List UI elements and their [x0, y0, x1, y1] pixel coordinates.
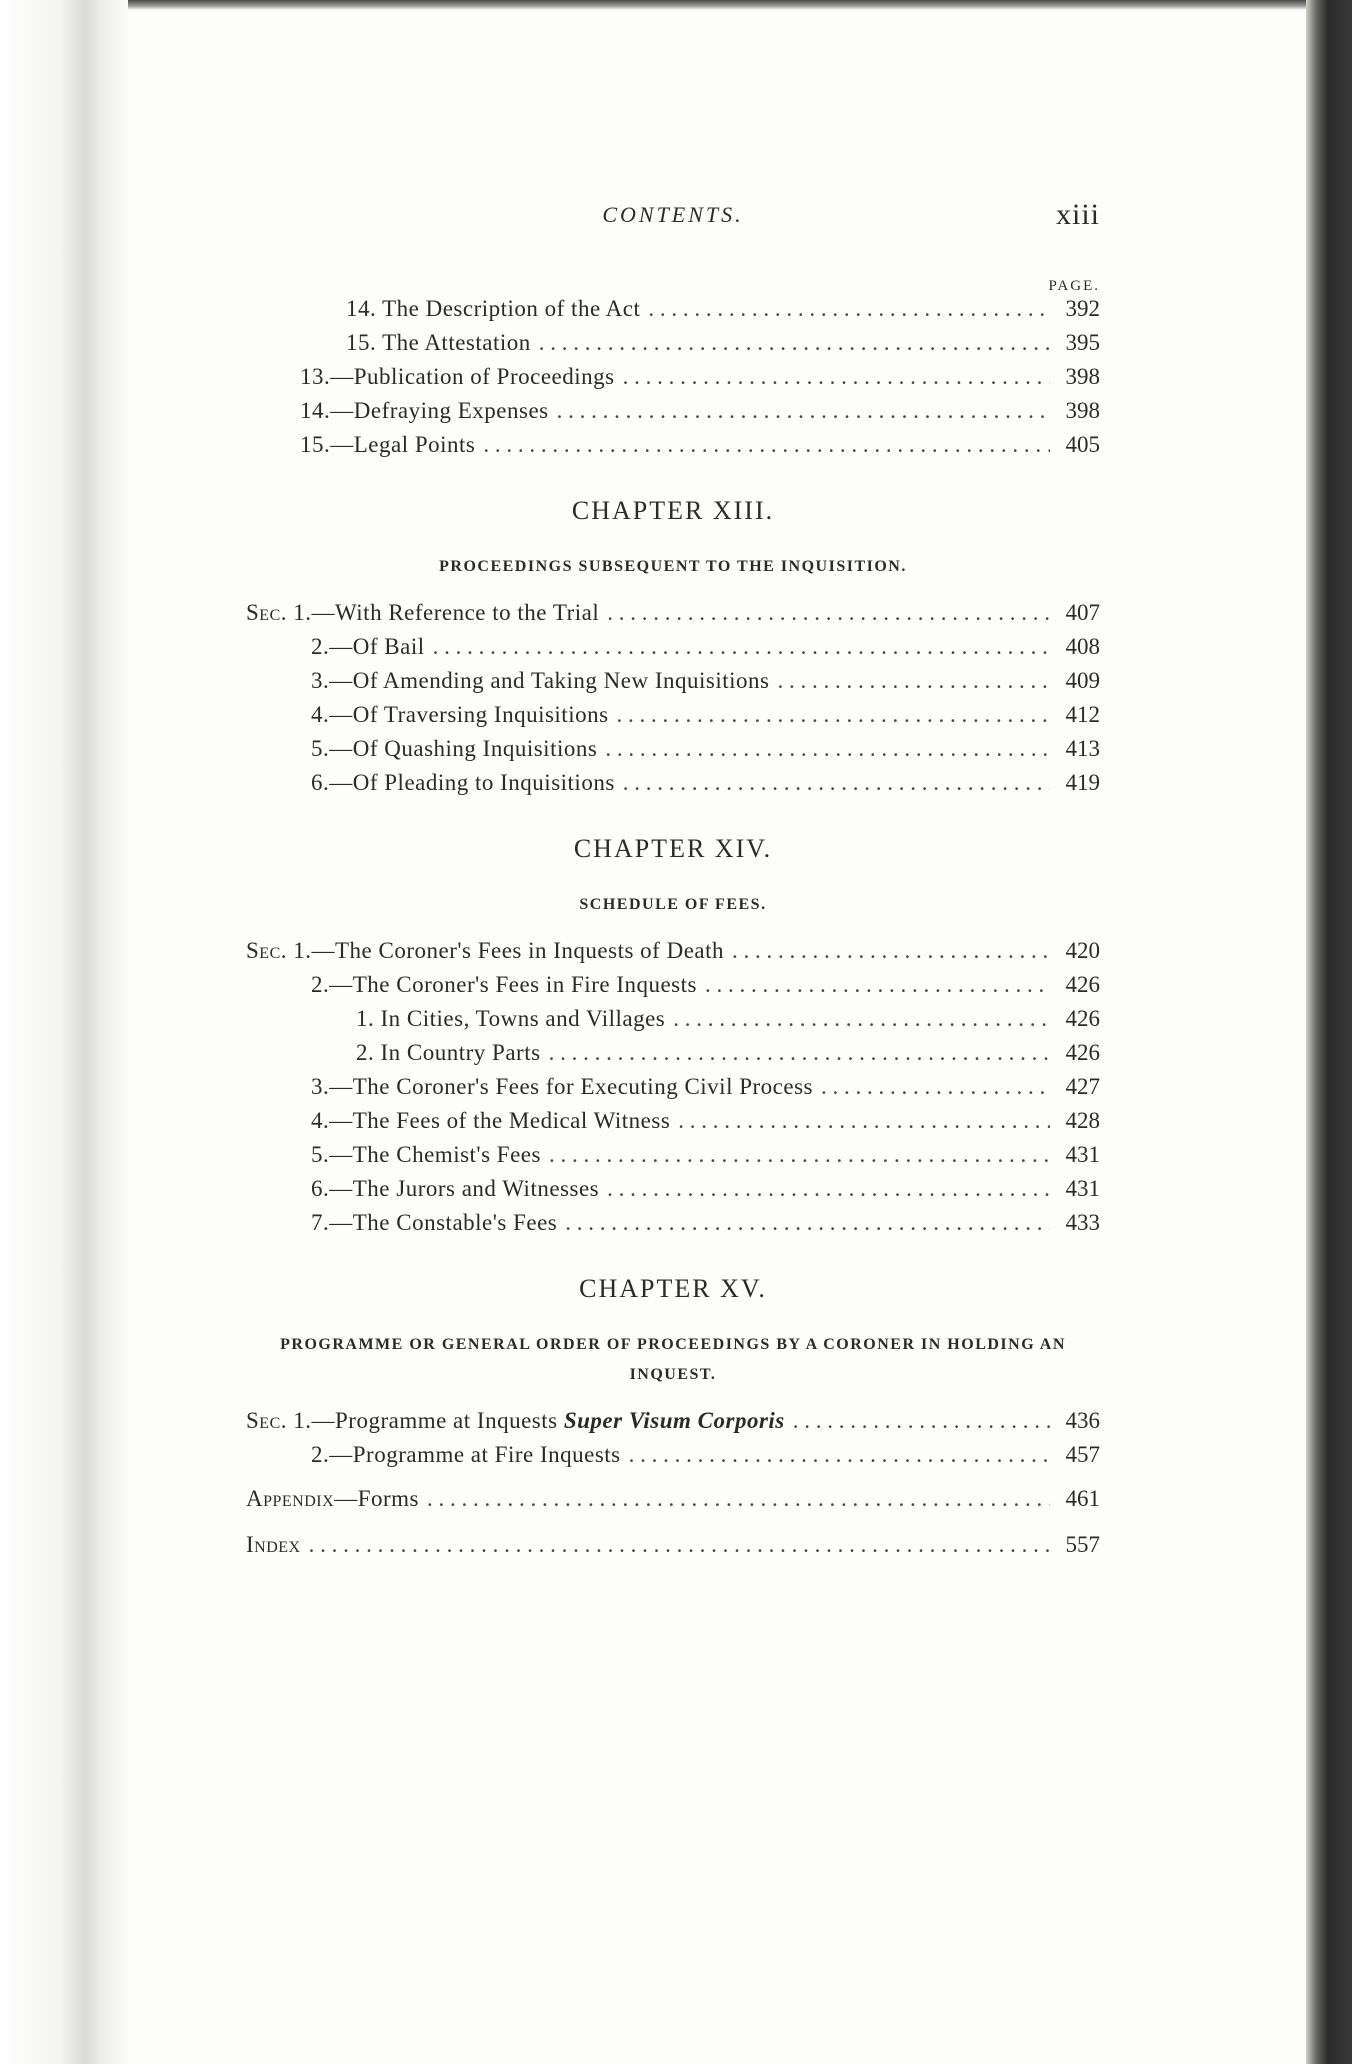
toc-entry-label [311, 770, 615, 796]
toc-entry-italic-text: Super Visum Corporis [563, 1408, 785, 1433]
chapter-heading: CHAPTER XV. [579, 1274, 767, 1303]
toc-entry-label [311, 1210, 557, 1236]
toc-page-number: 428 [1065, 1108, 1100, 1133]
toc-entry-label [346, 330, 531, 356]
toc-entry-text: 6.—Of Pleading to Inquisitions [311, 770, 615, 795]
toc-entry-label [311, 668, 769, 694]
chapter-heading: CHAPTER XIII. [571, 496, 775, 525]
dot-leader [427, 1486, 1050, 1512]
book-gutter-shadow [0, 0, 128, 2064]
toc-entry-text: 2. In Country Parts [356, 1040, 541, 1065]
toc-entry-text: 1.—With Reference to the Trial [293, 600, 600, 625]
toc-entry-text: 2.—Programme at Fire Inquests [311, 1442, 621, 1467]
dot-leader [565, 1210, 1050, 1236]
toc-page-number: 398 [1065, 398, 1100, 423]
toc-page-number: 407 [1065, 600, 1100, 625]
toc-entry-text: 1. In Cities, Towns and Villages [356, 1006, 666, 1031]
dot-leader [793, 1408, 1050, 1434]
toc-entry-text: 2.—Of Bail [311, 634, 425, 659]
toc-page-number: 419 [1065, 770, 1100, 795]
dot-leader [309, 1532, 1050, 1558]
toc-entry-text: 2.—The Coroner's Fees in Fire Inquests [311, 972, 697, 997]
toc-entry-text: 14.—Defraying Expenses [300, 398, 549, 423]
toc-page-number: 408 [1065, 634, 1100, 659]
dot-leader [623, 364, 1050, 390]
toc-entry-text: 3.—Of Amending and Taking New Inquisitions [311, 668, 770, 693]
section-marker: Sec. [246, 1408, 287, 1433]
toc-entry-label [300, 432, 475, 458]
toc-entry-label [311, 702, 609, 728]
back-matter-label [246, 1532, 301, 1558]
toc-entry-label [356, 1006, 665, 1032]
toc-entry-label [311, 736, 597, 762]
page-column-label: PAGE. [1048, 278, 1100, 294]
toc-entry-label [311, 1176, 599, 1202]
toc-entry-text: 1.—The Coroner's Fees in Inquests of Death [293, 938, 725, 963]
back-matter-entry [246, 1532, 1100, 1578]
chapter-subtitle: SCHEDULE OF FEES. [579, 896, 767, 913]
running-title: CONTENTS. [602, 202, 744, 227]
toc-entry-label [300, 398, 549, 424]
toc-entry-label [300, 364, 615, 390]
spacer [246, 582, 1100, 600]
dot-leader [673, 1006, 1050, 1032]
section-marker: Sec. [246, 938, 287, 963]
toc-entry [246, 736, 1100, 770]
toc-entry [246, 1074, 1100, 1108]
toc-page-number: 426 [1065, 1040, 1100, 1065]
chapter-heading: CHAPTER XIV. [573, 834, 773, 863]
toc-entry-label [311, 1074, 813, 1100]
toc-entry [246, 1210, 1100, 1244]
toc-page-number: 409 [1065, 668, 1100, 693]
toc-entry [246, 972, 1100, 1006]
toc-entry-text: 1.—Programme at Inquests [293, 1408, 558, 1433]
toc-entry-label [311, 1108, 670, 1134]
spacer [246, 920, 1100, 938]
toc-entry-text: 4.—Of Traversing Inquisitions [311, 702, 609, 727]
toc-entry [246, 600, 1100, 634]
toc-entry [246, 1176, 1100, 1210]
toc-entry [246, 398, 1100, 432]
toc-entry [246, 938, 1100, 972]
dot-leader [483, 432, 1050, 458]
section-marker: Sec. [246, 600, 287, 625]
back-matter-suffix: —Forms [334, 1486, 419, 1511]
toc-page-number: 398 [1065, 364, 1100, 389]
toc-entry-label [246, 600, 599, 626]
table-of-contents [246, 296, 1100, 1578]
toc-entry [246, 702, 1100, 736]
toc-entry-text: 7.—The Constable's Fees [311, 1210, 558, 1235]
toc-entry [246, 1006, 1100, 1040]
toc-entry-text: 14. The Description of the Act [346, 296, 641, 321]
chapter-subtitle: PROCEEDINGS SUBSEQUENT TO THE INQUISITION. [439, 558, 907, 575]
book-cover-edge [1306, 0, 1352, 2064]
chapter-subtitle: PROGRAMME OR GENERAL ORDER OF PROCEEDINGS BY A CORONER IN HOLDING AN INQUEST. [280, 1336, 1066, 1383]
back-matter-label [246, 1486, 419, 1512]
spacer [246, 1476, 1100, 1486]
dot-leader [678, 1108, 1050, 1134]
toc-entry-label [346, 296, 640, 322]
dot-leader [705, 972, 1050, 998]
toc-entry-label [311, 1442, 621, 1468]
toc-entry-text: 15. The Attestation [346, 330, 531, 355]
toc-entry-text: 13.—Publication of Proceedings [300, 364, 615, 389]
toc-page-number: 431 [1065, 1142, 1100, 1167]
page-top-edge [0, 0, 1352, 10]
toc-entry [246, 364, 1100, 398]
toc-entry [246, 1408, 1100, 1442]
dot-leader [539, 330, 1050, 356]
toc-page-number: 412 [1065, 702, 1100, 727]
dot-leader [732, 938, 1050, 964]
toc-page-number: 420 [1065, 938, 1100, 963]
toc-page-number: 395 [1065, 330, 1100, 355]
toc-entry-text: 15.—Legal Points [300, 432, 476, 457]
toc-entry [246, 330, 1100, 364]
toc-entry [246, 1142, 1100, 1176]
dot-leader [607, 600, 1050, 626]
contents-page [246, 200, 1100, 1578]
page-number: xiii [1055, 198, 1100, 231]
spacer [246, 1390, 1100, 1408]
back-matter-title: Index [246, 1532, 301, 1557]
toc-page-number: 433 [1065, 1210, 1100, 1235]
toc-page-number: 405 [1065, 432, 1100, 457]
dot-leader [607, 1176, 1050, 1202]
toc-entry-text: 5.—The Chemist's Fees [311, 1142, 541, 1167]
toc-page-number: 436 [1065, 1408, 1100, 1433]
dot-leader [623, 770, 1050, 796]
dot-leader [777, 668, 1050, 694]
toc-entry [246, 1442, 1100, 1476]
toc-entry [246, 432, 1100, 466]
dot-leader [605, 736, 1050, 762]
back-matter-entry [246, 1486, 1100, 1532]
toc-entry-text: 3.—The Coroner's Fees for Executing Civil Process [311, 1074, 813, 1099]
toc-page-number: 427 [1065, 1074, 1100, 1099]
toc-entry-text: 6.—The Jurors and Witnesses [311, 1176, 600, 1201]
running-head [246, 200, 1100, 250]
toc-page-number: 461 [1065, 1486, 1100, 1511]
toc-page-number: 426 [1065, 1006, 1100, 1031]
toc-page-number: 413 [1065, 736, 1100, 761]
toc-page-number: 392 [1065, 296, 1100, 321]
toc-page-number: 426 [1065, 972, 1100, 997]
toc-page-number: 431 [1065, 1176, 1100, 1201]
toc-entry-label [356, 1040, 541, 1066]
toc-entry [246, 1040, 1100, 1074]
toc-page-number: 557 [1065, 1532, 1100, 1557]
dot-leader [549, 1040, 1050, 1066]
dot-leader [629, 1442, 1050, 1468]
back-matter-title: Appendix [246, 1486, 335, 1511]
toc-entry-label [311, 972, 697, 998]
dot-leader [557, 398, 1050, 424]
dot-leader [821, 1074, 1050, 1100]
toc-entry [246, 634, 1100, 668]
toc-entry-text: 4.—The Fees of the Medical Witness [311, 1108, 671, 1133]
toc-entry-label [246, 1408, 785, 1434]
toc-entry [246, 1108, 1100, 1142]
toc-page-number: 457 [1065, 1442, 1100, 1467]
toc-entry [246, 668, 1100, 702]
dot-leader [433, 634, 1050, 660]
toc-entry-label [246, 938, 724, 964]
toc-entry-label [311, 634, 425, 660]
dot-leader [549, 1142, 1050, 1168]
toc-entry-text: 5.—Of Quashing Inquisitions [311, 736, 598, 761]
toc-entry-label [311, 1142, 541, 1168]
dot-leader [648, 296, 1050, 322]
dot-leader [617, 702, 1050, 728]
toc-entry [246, 296, 1100, 330]
toc-entry [246, 770, 1100, 804]
